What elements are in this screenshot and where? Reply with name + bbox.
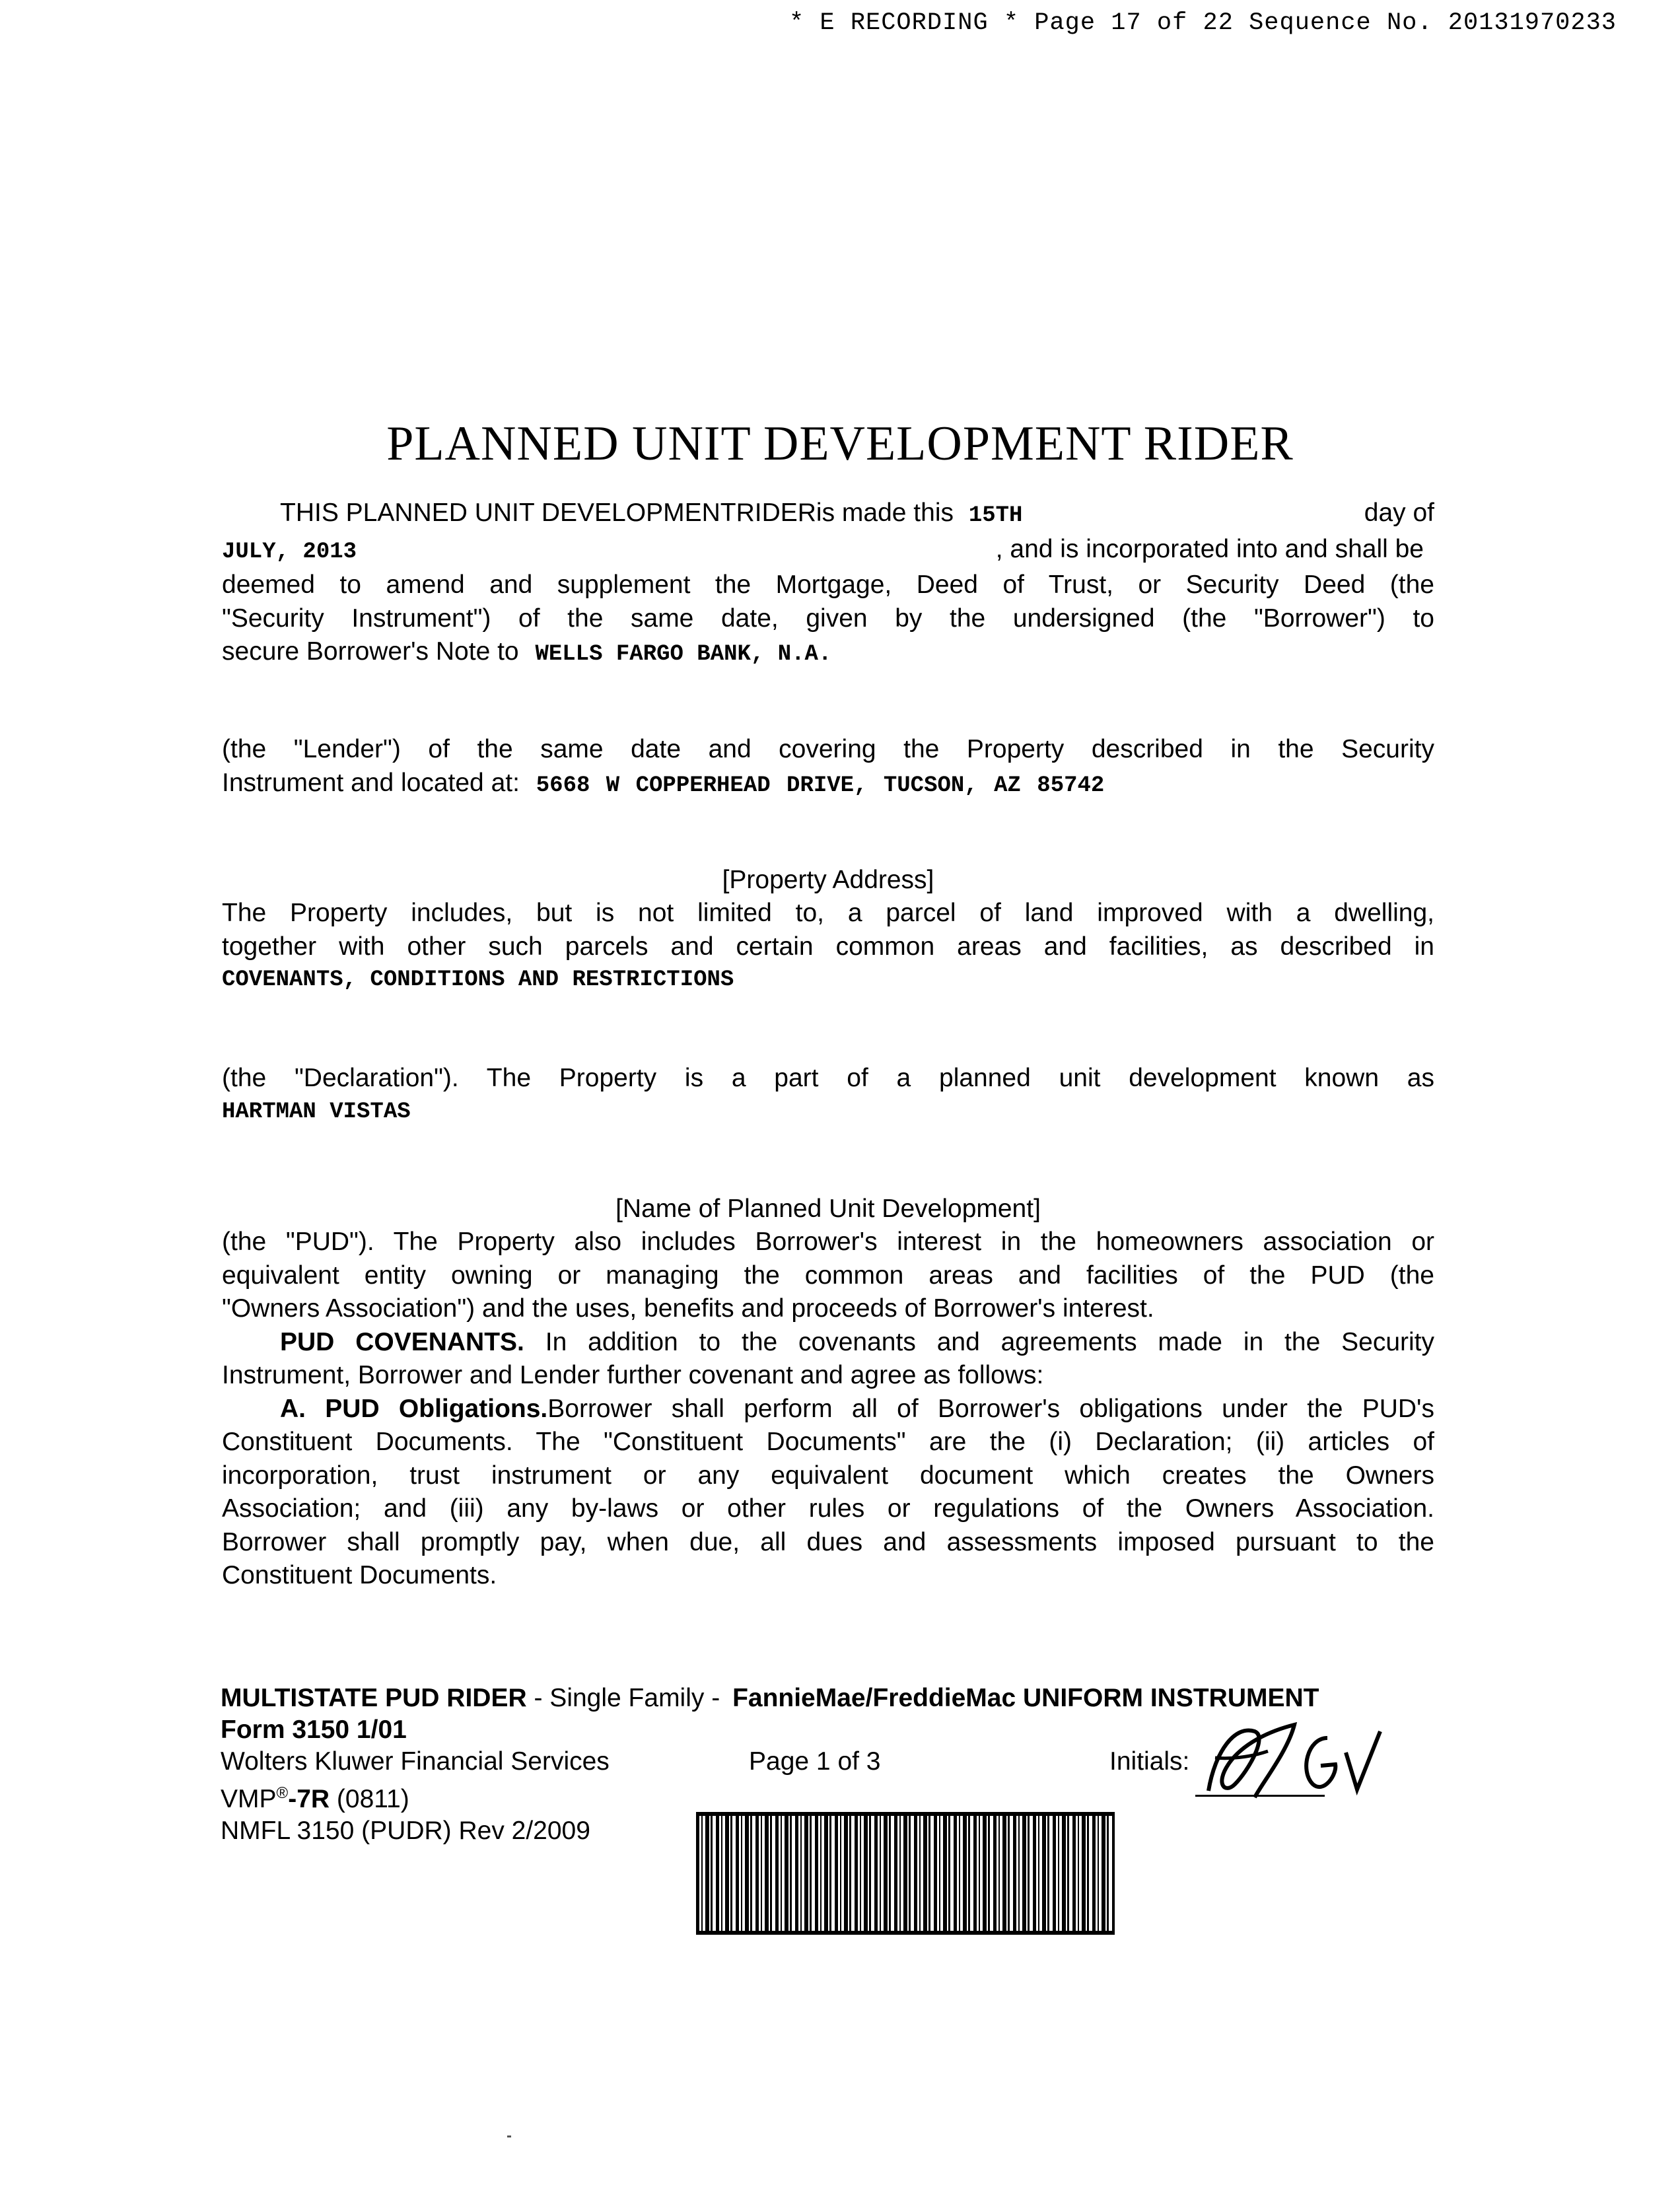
obligations-line-4: Association; and (iii) any by-laws or other rules or regulations of the Owners Association. xyxy=(222,1494,1434,1523)
covenants-heading: PUD COVENANTS. xyxy=(280,1327,524,1356)
lender-name: WELLS FARGO BANK, N.A. xyxy=(535,642,832,667)
obligations-line-3: incorporation, trust instrument or any equivalent document which creates the Owners xyxy=(222,1461,1434,1490)
obligations-line-1 xyxy=(222,1393,1434,1426)
barcode xyxy=(696,1812,1115,1935)
pud-line-1: (the "PUD"). The Property also includes Borrower's interest in the homeowners association or xyxy=(222,1228,1434,1256)
pud-line-2: equivalent entity owning or managing the common areas and facilities of the PUD (the xyxy=(222,1261,1434,1290)
form-number: Form 3150 1/01 xyxy=(221,1716,407,1744)
intro-line-1 xyxy=(222,497,1434,533)
pud-name: HARTMAN VISTAS xyxy=(222,1099,411,1125)
uniform-instrument: FannieMae/FreddieMac UNIFORM INSTRUMENT xyxy=(732,1684,1319,1712)
obligations-line-5: Borrower shall promptly pay, when due, all dues and assessments imposed pursuant to the xyxy=(222,1527,1434,1556)
lender-line-1: (the "Lender") of the same date and covering the Property described in the Security xyxy=(222,735,1434,763)
publisher: Wolters Kluwer Financial Services xyxy=(221,1747,610,1776)
lender-line-2 xyxy=(222,767,1434,803)
obligations-line-1-rest: Borrower shall perform all of Borrower's obligations under the PUD's xyxy=(547,1394,1434,1423)
nmfl-code: NMFL 3150 (PUDR) Rev 2/2009 xyxy=(221,1817,590,1845)
covenants-line-2: Instrument, Borrower and Lender further covenant and agree as follows: xyxy=(222,1361,1044,1389)
initials-label: Initials: xyxy=(1109,1747,1190,1776)
intro-line-2 xyxy=(222,533,1434,569)
document-title: PLANNED UNIT DEVELOPMENT RIDER xyxy=(386,417,1294,471)
property-paragraph xyxy=(222,897,1434,997)
declaration-paragraph xyxy=(222,1062,1434,1128)
month-year: JULY, 2013 xyxy=(222,539,357,565)
incorporated-text: , and is incorporated into and shall be xyxy=(995,534,1424,563)
note-lead: secure Borrower's Note to xyxy=(222,637,519,666)
pud-name-caption: [Name of Planned Unit Development] xyxy=(615,1195,1041,1223)
intro-paragraph xyxy=(222,497,1434,672)
obligations-line-6: Constituent Documents. xyxy=(222,1561,497,1589)
vmp-code: VMP®-7R (0811) xyxy=(221,1784,409,1813)
page-number: Page 1 of 3 xyxy=(749,1747,881,1776)
pud-line-3: "Owners Association") and the uses, benefits and proceeds of Borrower's interest. xyxy=(222,1294,1154,1323)
declaration-line-1: (the "Declaration"). The Property is a part of a planned unit development known as xyxy=(222,1064,1434,1092)
covenants-line-1 xyxy=(222,1326,1434,1360)
property-address: 5668 W COPPERHEAD DRIVE, TUCSON, AZ 85742 xyxy=(536,773,1105,798)
pud-paragraph xyxy=(222,1226,1434,1593)
form-title: MULTISTATE PUD RIDER xyxy=(221,1684,527,1712)
scan-speck xyxy=(507,2135,511,2137)
property-address-caption: [Property Address] xyxy=(722,866,934,894)
located-lead: Instrument and located at: xyxy=(222,768,520,797)
obligations-heading: A. PUD Obligations. xyxy=(280,1394,548,1423)
form-desc: - Single Family - xyxy=(534,1684,720,1712)
day-of-label: day of xyxy=(1364,499,1434,527)
intro-line-4: "Security Instrument") of the same date, given by the undersigned (the "Borrower") to xyxy=(222,604,1434,633)
declaration-name: COVENANTS, CONDITIONS AND RESTRICTIONS xyxy=(222,967,734,992)
footer-line-1 xyxy=(221,1683,1442,1714)
intro-lead: THIS PLANNED UNIT DEVELOPMENTRIDERis made this xyxy=(280,499,954,527)
property-line-1: The Property includes, but is not limited to, a parcel of land improved with a dwelling, xyxy=(222,899,1434,927)
property-line-2: together with other such parcels and certain common areas and facilities, as described in xyxy=(222,932,1434,961)
day-value: 15TH xyxy=(968,503,1023,528)
intro-line-3: deemed to amend and supplement the Mortgage, Deed of Trust, or Security Deed (the xyxy=(222,571,1434,599)
intro-line-5 xyxy=(222,635,1434,672)
recording-header: * E RECORDING * Page 17 of 22 Sequence No. 20131970233 xyxy=(789,9,1617,37)
covenants-line-1-rest: In addition to the covenants and agreements made in the Security xyxy=(545,1327,1434,1356)
obligations-line-2: Constituent Documents. The "Constituent Documents" are the (i) Declaration; (ii) articles of xyxy=(222,1428,1434,1456)
initials-underline xyxy=(1195,1795,1325,1797)
lender-paragraph xyxy=(222,733,1434,802)
